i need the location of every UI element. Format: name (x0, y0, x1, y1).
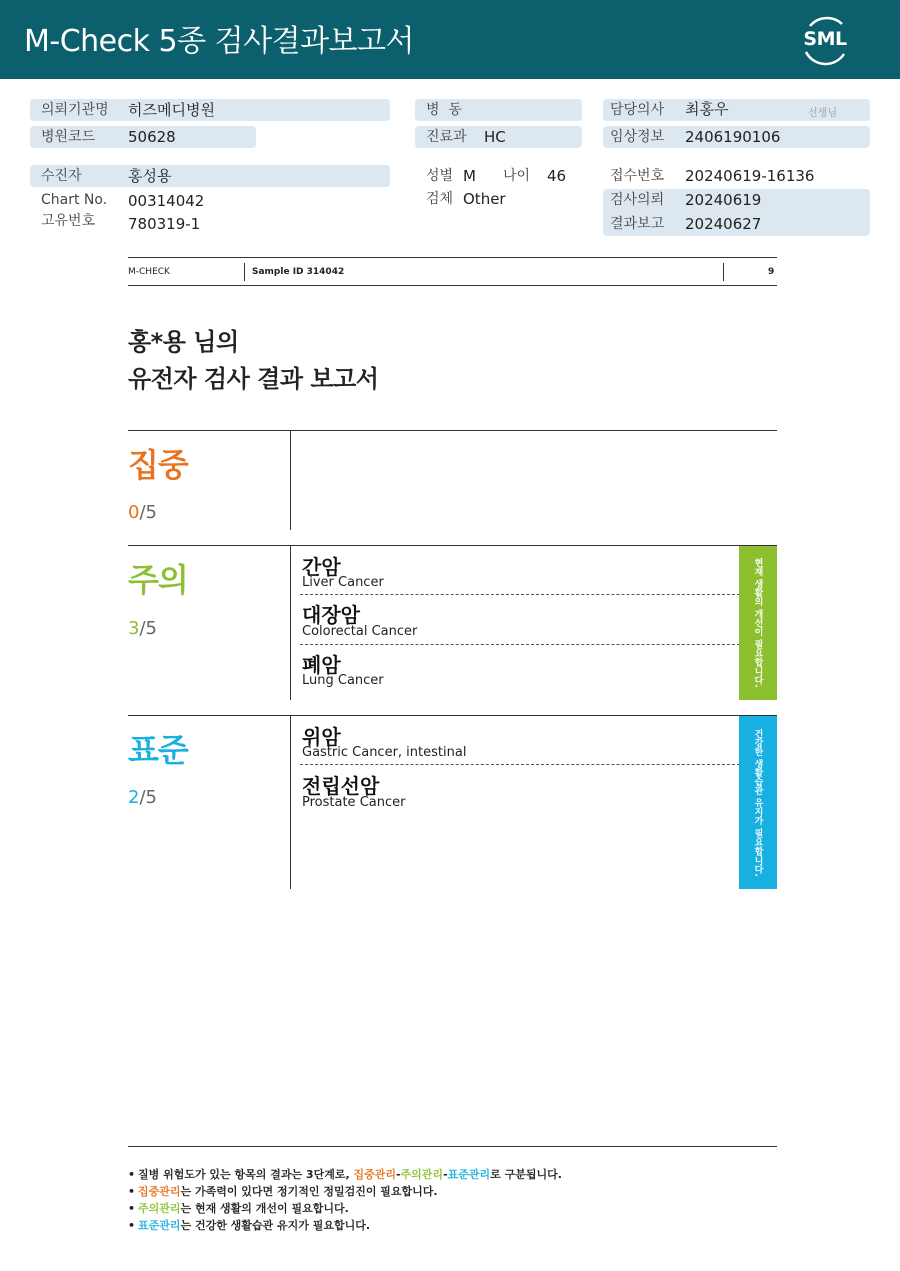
age-value: 46 (547, 167, 567, 185)
age-label: 나이 (503, 168, 531, 184)
report-date-value: 20240627 (685, 215, 762, 233)
disease-name-en: Colorectal Cancer (302, 624, 418, 639)
note-line-4: • 표준관리는 건강한 생활습관 유지가 필요합니다. (128, 1219, 371, 1232)
notes-top-rule (128, 1146, 777, 1147)
request-label: 검사의뢰 (610, 192, 665, 208)
patient-label: 수진자 (41, 168, 82, 184)
hospital-code-value: 50628 (128, 128, 176, 146)
standard-band-text: 건강한 생활습관 유지가 필요합니다. (752, 728, 763, 877)
disease-name-ko: 대장암 (302, 603, 360, 627)
disease-separator (300, 764, 740, 765)
standard-count-value: 2 (128, 787, 140, 808)
patient-value: 홍성용 (128, 167, 172, 185)
disease-name-en: Lung Cancer (302, 673, 384, 688)
disease-name-en: Prostate Cancer (302, 795, 406, 810)
doctor-value: 최홍우 (685, 100, 729, 118)
report-title-line2: 유전자 검사 결과 보고서 (128, 365, 379, 393)
patient-row-bg (30, 165, 390, 187)
standard-category-count (128, 787, 157, 808)
note-line-2: • 집중관리는 가족력이 있다면 정기적인 정밀검진이 필요합니다. (128, 1185, 438, 1198)
receipt-label: 접수번호 (610, 168, 665, 184)
specimen-value: Other (463, 190, 506, 208)
id-label: 고유번호 (41, 213, 96, 229)
disease-name-en: Liver Cancer (302, 575, 384, 590)
report-header (0, 0, 900, 79)
focus-count-value: 0 (128, 502, 140, 523)
report-header-title: M-Check 5종 검사결과보고서 (24, 24, 414, 59)
institution-value: 히즈메디병원 (128, 101, 215, 119)
caution-divider (290, 546, 291, 700)
caution-band-text: 현재 생활의 개선이 필요합니다. (752, 558, 763, 688)
chart-label: Chart No. (41, 192, 108, 208)
disease-name-ko: 간암 (302, 555, 341, 579)
request-value: 20240619 (685, 191, 762, 209)
subheader-divider-left (244, 263, 245, 281)
standard-side-band (739, 716, 777, 889)
chart-value: 00314042 (128, 192, 205, 210)
note-line-3: • 주의관리는 현재 생활의 개선이 필요합니다. (128, 1202, 349, 1215)
caution-side-band (739, 546, 777, 700)
caution-top-rule (128, 545, 777, 546)
sex-label: 성별 (426, 168, 454, 184)
disease-separator (300, 594, 740, 595)
standard-top-rule (128, 715, 777, 716)
standard-divider (290, 716, 291, 889)
disease-separator (300, 644, 740, 645)
institution-label: 의뢰기관명 (41, 102, 109, 118)
caution-count-total: /5 (139, 618, 157, 639)
doctor-suffix: 선생님 (808, 108, 837, 119)
logo-text: SML (803, 28, 847, 50)
dept-label: 진료과 (426, 129, 467, 145)
standard-count-total: /5 (139, 787, 157, 808)
disease-name-en: Gastric Cancer, intestinal (302, 745, 467, 760)
subheader-divider-right (723, 263, 724, 281)
clinical-label: 임상정보 (610, 129, 665, 145)
focus-count-total: /5 (139, 502, 157, 523)
caution-category-count (128, 618, 157, 639)
hospital-code-label: 병원코드 (41, 129, 96, 145)
disease-name-ko: 위암 (302, 725, 341, 749)
subheader-top-rule (128, 257, 777, 258)
dept-value: HC (484, 128, 506, 146)
sample-id: Sample ID 314042 (252, 267, 345, 277)
receipt-value: 20240619-16136 (685, 167, 815, 185)
page-number: 9 (768, 267, 775, 277)
brand-label: M-CHECK (128, 267, 170, 277)
focus-category-count (128, 502, 157, 523)
focus-top-rule (128, 430, 777, 431)
id-value: 780319-1 (128, 215, 201, 233)
sex-value: M (463, 167, 476, 185)
report-date-label: 결과보고 (610, 216, 665, 232)
specimen-label: 검체 (426, 191, 454, 207)
sml-logo (798, 12, 852, 66)
disease-name-ko: 전립선암 (302, 774, 380, 798)
ward-label: 병 동 (426, 102, 462, 118)
subheader-bottom-rule (128, 285, 777, 286)
focus-divider (290, 431, 291, 530)
caution-category-name: 주의 (128, 561, 188, 599)
note-line-1: • 질병 위험도가 있는 항목의 결과는 3단계로, 집중관리-주의관리-표준관리로 구분됩니다. (128, 1168, 562, 1181)
focus-category-name: 집중 (128, 446, 188, 484)
report-title-line1: 홍*용 님의 (128, 328, 239, 356)
standard-category-name: 표준 (128, 731, 188, 769)
disease-name-ko: 폐암 (302, 653, 341, 677)
doctor-label: 담당의사 (610, 102, 665, 118)
clinical-value: 2406190106 (685, 128, 781, 146)
caution-count-value: 3 (128, 618, 140, 639)
